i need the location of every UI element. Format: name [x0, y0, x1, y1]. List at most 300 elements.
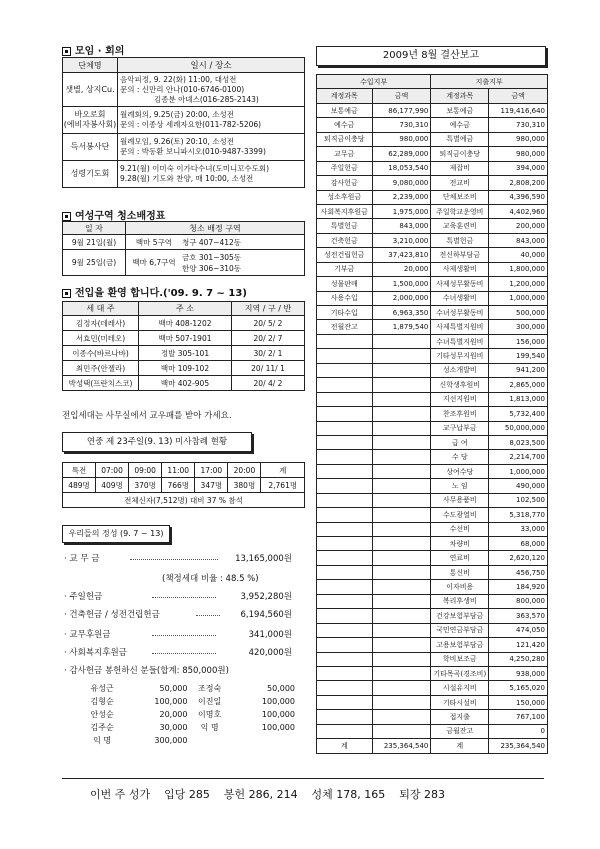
settlement-row [317, 147, 548, 161]
income-amount [372, 479, 431, 493]
income-account: 특별헌금 [317, 219, 373, 233]
expense-account: 수녀성무활동비 [431, 306, 489, 320]
donor-name: 김주순 [90, 723, 114, 732]
expense-amount: 843,000 [489, 233, 548, 247]
expense-amount: 33,000 [489, 522, 548, 536]
settlement-table [316, 74, 548, 754]
donor-row [80, 734, 295, 747]
newcomer-region: 20/ 11/ 1 [232, 361, 305, 376]
attendance-head: 09:00 [129, 463, 162, 478]
expense-amount: 456,750 [489, 565, 548, 579]
income-account [317, 334, 373, 348]
income-amount [372, 363, 431, 377]
table-row [63, 316, 305, 331]
expense-account: 단체보조비 [431, 190, 489, 204]
settlement-row [317, 435, 548, 449]
settlement-row [317, 204, 548, 218]
col-head: 금액 [489, 89, 548, 103]
meeting-line: 문의 : 신만리 안나(010-6746-0100) [120, 84, 245, 94]
donor-name: 익 명 [93, 736, 112, 745]
attendance-value: 380명 [228, 478, 261, 493]
donor-name: 이명호 [198, 710, 222, 719]
settlement-row [317, 724, 548, 738]
income-account [317, 537, 373, 551]
attendance-head: 특전 [63, 463, 96, 478]
offering-amount: 420,000원 [248, 648, 292, 658]
expense-amount: 4,402,960 [489, 204, 548, 218]
total-label: 계 [431, 739, 489, 753]
newcomers-note: 전입세대는 사무실에서 교우패를 받아 가세요. [62, 411, 232, 421]
donor-amount: 100,000 [261, 697, 295, 706]
expense-account: 노 임 [431, 479, 489, 493]
expense-amount: 300,000 [489, 320, 548, 334]
expense-amount: 2,620,120 [489, 551, 548, 565]
income-account [317, 392, 373, 406]
donor-name: 이진일 [198, 697, 222, 706]
offering-item [64, 590, 102, 602]
income-account: 교무금 [317, 147, 373, 161]
settlement-row [317, 161, 548, 175]
attendance-head: 11:00 [162, 463, 195, 478]
meeting-details [118, 107, 305, 134]
expense-account: 사제생활비 [431, 262, 489, 276]
settlement-row [317, 638, 548, 652]
income-account: 성소후원금 [317, 190, 373, 204]
cleaning-zone: 백마 5구역 [126, 235, 183, 250]
settlement-row [317, 652, 548, 666]
donor-row [80, 721, 295, 734]
expense-account: 신학생후원비 [431, 378, 489, 392]
table-row [63, 376, 305, 391]
meeting-line: 월례모임, 9.26(토) 20:10, 소성전 [120, 137, 235, 146]
income-amount [372, 695, 431, 709]
income-account [317, 609, 373, 623]
expense-amount: 1,000,000 [489, 464, 548, 478]
attendance-summary: 전체신자(7,512명) 대비 37 % 참석 [63, 493, 305, 508]
income-amount: 2,239,000 [372, 190, 431, 204]
income-account: 보통예금 [317, 103, 373, 117]
income-amount [372, 334, 431, 348]
expense-amount: 200,000 [489, 219, 548, 233]
cleaning-title: 여성구역 청소배정표 [62, 207, 165, 222]
expense-amount: 8,023,500 [489, 435, 548, 449]
expense-amount: 2,214,700 [489, 450, 548, 464]
income-amount: 9,080,000 [372, 176, 431, 190]
settlement-row [317, 132, 548, 146]
expense-account: 수 당 [431, 450, 489, 464]
income-amount [372, 378, 431, 392]
cleaning-zone: 백마 6,7구역 [126, 250, 183, 276]
expense-amount: 156,000 [489, 334, 548, 348]
attendance-value: 409명 [96, 478, 129, 493]
income-account [317, 522, 373, 536]
income-amount [372, 681, 431, 695]
col-head: 계정과목 [317, 89, 373, 103]
settlement-row [317, 666, 548, 680]
settlement-row [317, 176, 548, 190]
newcomers-title: 전입을 환영 합니다.('09. 9. 7 ~ 13) [62, 284, 247, 299]
donor-name: 조정숙 [198, 684, 222, 693]
cleaning-table [62, 221, 305, 276]
income-account [317, 464, 373, 478]
settlement-row [317, 320, 548, 334]
settlement-row [317, 363, 548, 377]
settlement-row [317, 306, 548, 320]
newcomer-region: 20/ 5/ 2 [232, 316, 305, 331]
expense-account: 수녀생활비 [431, 291, 489, 305]
donor-row [80, 682, 295, 695]
expense-account: 이자비용 [431, 580, 489, 594]
expense-amount: 2,865,000 [489, 378, 548, 392]
settlement-row [317, 103, 548, 117]
cleaning-head-date: 일 자 [63, 222, 126, 235]
income-amount [372, 724, 431, 738]
income-amount: 20,000 [372, 262, 431, 276]
square-bullet-icon [62, 47, 71, 56]
income-account [317, 594, 373, 608]
newcomer-name: 김정자(데레사) [63, 316, 139, 331]
meeting-details [118, 134, 305, 161]
expense-amount: 4,396,590 [489, 190, 548, 204]
income-amount [372, 464, 431, 478]
newcomer-address: 백마 408-1202 [139, 316, 232, 331]
income-amount [372, 565, 431, 579]
income-amount [372, 710, 431, 724]
settlement-row [317, 609, 548, 623]
income-amount [372, 349, 431, 363]
income-account [317, 710, 373, 724]
offering-label: · 교무후원금 [64, 630, 111, 640]
expense-amount: 0 [489, 724, 548, 738]
settlement-row [317, 262, 548, 276]
settlement-row [317, 551, 548, 565]
income-account [317, 378, 373, 392]
income-account: 전월잔고 [317, 320, 373, 334]
income-amount [372, 580, 431, 594]
donor-amount [232, 734, 295, 747]
table-row [63, 331, 305, 346]
newcomer-address: 백마 402-905 [139, 376, 232, 391]
expense-account: 연료비 [431, 551, 489, 565]
income-amount: 730,310 [372, 118, 431, 132]
expense-amount: 767,100 [489, 710, 548, 724]
expense-account: 학비보조금 [431, 652, 489, 666]
expense-account: 특별헌금 [431, 233, 489, 247]
expense-amount: 1,000,000 [489, 291, 548, 305]
offering-label: · 주일헌금 [64, 592, 103, 602]
cleaning-area: 한양 306~310동 [182, 263, 242, 273]
donor-name: 안성순 [90, 710, 114, 719]
offerings-title: 우리들의 정성 (9. 7 ~ 13) [62, 525, 170, 543]
attendance-value: 347명 [195, 478, 228, 493]
expense-account: 기타목곡(경조비) [431, 666, 489, 680]
expense-amount: 2,808,200 [489, 176, 548, 190]
income-account [317, 638, 373, 652]
donor-amount: 20,000 [159, 710, 188, 719]
expense-account: 복리후생비 [431, 594, 489, 608]
cleaning-date: 9월 21일(월) [63, 235, 126, 250]
expense-account: 퇴직금이충당 [431, 147, 489, 161]
settlement-row [317, 407, 548, 421]
meeting-line: 문의 : 박동환 보니파시오(010-9487-3399) [120, 147, 266, 156]
expense-account: 급 여 [431, 435, 489, 449]
offering-amount: 341,000원 [248, 630, 292, 640]
expense-amount: 980,000 [489, 147, 548, 161]
income-amount: 3,210,000 [372, 233, 431, 247]
settlement-title: 2009년 8월 결산보고 [316, 46, 546, 66]
income-account [317, 363, 373, 377]
income-amount [372, 522, 431, 536]
offering-label: · 감사헌금 봉헌하신 분들(합계: 850,000원) [64, 666, 229, 676]
income-account: 퇴직금이충당 [317, 132, 373, 146]
income-account [317, 652, 373, 666]
donor-name: 김형순 [90, 697, 114, 706]
expense-amount: 4,250,280 [489, 652, 548, 666]
offering-item [64, 646, 127, 658]
income-account [317, 479, 373, 493]
income-account [317, 666, 373, 680]
income-account [317, 551, 373, 565]
expense-account: 수녀특별지원비 [431, 334, 489, 348]
expense-amount: 1,800,000 [489, 262, 548, 276]
offering-amount: 6,194,560원 [240, 610, 292, 620]
income-account: 건축헌금 [317, 233, 373, 247]
income-amount: 980,000 [372, 132, 431, 146]
meeting-group: 바오로회 (에비자봉사회) [63, 107, 118, 134]
settlement-row [317, 623, 548, 637]
settlement-row [317, 349, 548, 363]
expense-account: 보통예금 [431, 103, 489, 117]
donor-name: 유성근 [90, 684, 114, 693]
settlement-row [317, 580, 548, 594]
meeting-group: 득서봉사단 [63, 134, 118, 161]
newcomer-name: 서효민(미테오) [63, 331, 139, 346]
expense-amount: 121,420 [489, 638, 548, 652]
income-account: 기부금 [317, 262, 373, 276]
settlement-row [317, 537, 548, 551]
expense-amount: 40,000 [489, 248, 548, 262]
donor-row [80, 708, 295, 721]
settlement-row [317, 248, 548, 262]
income-amount: 6,963,350 [372, 306, 431, 320]
income-account: 성물판매 [317, 277, 373, 291]
income-amount [372, 652, 431, 666]
income-account [317, 580, 373, 594]
expense-account: 지선지원비 [431, 392, 489, 406]
income-account [317, 508, 373, 522]
income-account: 사용수입 [317, 291, 373, 305]
expense-amount: 5,318,770 [489, 508, 548, 522]
expense-header: 지출지부 [431, 75, 548, 89]
income-account: 감사헌금 [317, 176, 373, 190]
donor-amount: 100,000 [261, 710, 295, 719]
newcomer-region: 30/ 2/ 1 [232, 346, 305, 361]
square-bullet-icon [62, 212, 71, 221]
newcomer-address: 백마 109-102 [139, 361, 232, 376]
income-amount [372, 594, 431, 608]
income-amount [372, 435, 431, 449]
total-label: 계 [317, 739, 373, 753]
settlement-row [317, 508, 548, 522]
meeting-line: 김종분 아녜스(016-285-2143) [154, 94, 259, 104]
expense-account: 예수금 [431, 118, 489, 132]
expense-amount: 119,416,640 [489, 103, 548, 117]
offering-item [64, 608, 160, 620]
income-account: 예수금 [317, 118, 373, 132]
expense-account: 성소개발비 [431, 363, 489, 377]
settlement-row [317, 710, 548, 724]
income-account [317, 493, 373, 507]
income-amount [372, 609, 431, 623]
newcomer-name: 이종수(바르나바) [63, 346, 139, 361]
expense-account: 제잡비 [431, 161, 489, 175]
expense-account: 전신하부담금 [431, 248, 489, 262]
offering-item [64, 664, 229, 676]
income-amount [372, 421, 431, 435]
meeting-group: 성령기도회 [63, 161, 118, 188]
income-account [317, 565, 373, 579]
settlement-row [317, 392, 548, 406]
income-amount: 1,879,540 [372, 320, 431, 334]
expense-amount: 184,920 [489, 580, 548, 594]
donors-table [80, 682, 295, 747]
income-amount [372, 407, 431, 421]
income-amount: 37,423,810 [372, 248, 431, 262]
income-amount [372, 493, 431, 507]
settlement-row [317, 233, 548, 247]
expense-amount: 199,540 [489, 349, 548, 363]
settlement-row [317, 219, 548, 233]
footer-divider [62, 778, 544, 779]
expense-amount: 363,570 [489, 609, 548, 623]
settlement-row [317, 118, 548, 132]
donor-amount: 50,000 [267, 684, 295, 693]
expense-account: 교육훈련비 [431, 219, 489, 233]
offering-amount: 13,165,000원 [235, 554, 292, 564]
meeting-line: 9.21(월) 이미숙 이가다수녀(도미니꼬수도회) [120, 164, 270, 173]
expense-account: 접지출 [431, 710, 489, 724]
donor-name: 익 명 [200, 723, 219, 732]
income-amount: 1,500,000 [372, 277, 431, 291]
attendance-value: 489명 [63, 478, 96, 493]
income-total: 235,364,540 [372, 739, 431, 753]
expense-account: 사제성무활동비 [431, 277, 489, 291]
donor-amount: 100,000 [261, 723, 295, 732]
newcomer-name: 박성택(프란치스코) [63, 376, 139, 391]
expense-account: 금월잔고 [431, 724, 489, 738]
offering-label: · 교 무 금 [64, 554, 100, 564]
expense-amount: 1,813,000 [489, 392, 548, 406]
income-amount [372, 623, 431, 637]
income-amount: 1,975,000 [372, 204, 431, 218]
settlement-row [317, 695, 548, 709]
dot-leader [152, 597, 216, 598]
meeting-details [118, 161, 305, 188]
income-account: 성전건립헌금 [317, 248, 373, 262]
expense-total: 235,364,540 [489, 739, 548, 753]
newcomer-region: 20/ 4/ 2 [232, 376, 305, 391]
expense-account: 국민연금부담금 [431, 623, 489, 637]
income-account [317, 695, 373, 709]
donor-amount: 50,000 [159, 684, 188, 693]
attendance-head: 17:00 [195, 463, 228, 478]
expense-amount: 394,000 [489, 161, 548, 175]
expense-account: 사제특별지원비 [431, 320, 489, 334]
newcomer-address: 정발 305-101 [139, 346, 232, 361]
income-account [317, 349, 373, 363]
cleaning-head-zone: 청소 배정 구역 [126, 222, 305, 235]
table-row [63, 361, 305, 376]
expense-account: 전교비 [431, 176, 489, 190]
settlement-row [317, 421, 548, 435]
expense-account: 특별예금 [431, 132, 489, 146]
cleaning-area: 금호 301~305동 [182, 252, 242, 262]
expense-amount: 500,000 [489, 306, 548, 320]
newcomer-address: 백마 507-1901 [139, 331, 232, 346]
meetings-table [62, 57, 305, 188]
col-head: 금액 [372, 89, 431, 103]
meeting-line: 월례회의, 9.25(금) 20:00, 소성전 [120, 110, 235, 119]
attendance-title: 연중 제 23주일(9. 13) 미사참례 현황 [62, 432, 252, 452]
attendance-value: 766명 [162, 478, 195, 493]
expense-amount: 730,310 [489, 118, 548, 132]
meeting-line: 문의 : 이종상 세례자요한(011-782-5206) [120, 120, 262, 129]
income-amount: 2,000,000 [372, 291, 431, 305]
income-account [317, 450, 373, 464]
cleaning-area: 청구 407~412동 [182, 235, 305, 250]
income-amount [372, 508, 431, 522]
newcomers-head-householder: 세 대 주 [63, 302, 139, 316]
attendance-value: 370명 [129, 478, 162, 493]
settlement-row [317, 493, 548, 507]
income-amount [372, 537, 431, 551]
income-amount [372, 666, 431, 680]
income-account [317, 435, 373, 449]
donor-name [187, 734, 231, 747]
expense-amount: 938,000 [489, 666, 548, 680]
income-account [317, 681, 373, 695]
meetings-head-datetime: 일시 / 장소 [118, 58, 305, 73]
attendance-head: 07:00 [96, 463, 129, 478]
settlement-row [317, 450, 548, 464]
income-amount: 86,177,990 [372, 103, 431, 117]
expense-amount: 474,050 [489, 623, 548, 637]
expense-account: 주일학교운영비 [431, 204, 489, 218]
income-account [317, 407, 373, 421]
expense-amount: 941,200 [489, 363, 548, 377]
meeting-details [118, 73, 305, 107]
expense-account: 차량비 [431, 537, 489, 551]
expense-amount: 5,165,020 [489, 681, 548, 695]
meetings-title: 모임 · 회의 [62, 42, 124, 57]
square-bullet-icon [62, 289, 71, 298]
expense-account: 통신비 [431, 565, 489, 579]
income-account [317, 421, 373, 435]
income-account: 주일헌금 [317, 161, 373, 175]
dot-leader [130, 559, 218, 560]
attendance-head: 20:00 [228, 463, 261, 478]
expense-account: 상여수당 [431, 464, 489, 478]
attendance-table [62, 462, 305, 508]
expense-amount: 68,000 [489, 537, 548, 551]
donor-amount: 30,000 [159, 723, 188, 732]
settlement-row [317, 681, 548, 695]
settlement-row [317, 378, 548, 392]
cleaning-date: 9월 25일(금) [63, 250, 126, 276]
income-account [317, 623, 373, 637]
offering-label: · 사회복지후원금 [64, 648, 127, 658]
income-amount: 62,289,000 [372, 147, 431, 161]
